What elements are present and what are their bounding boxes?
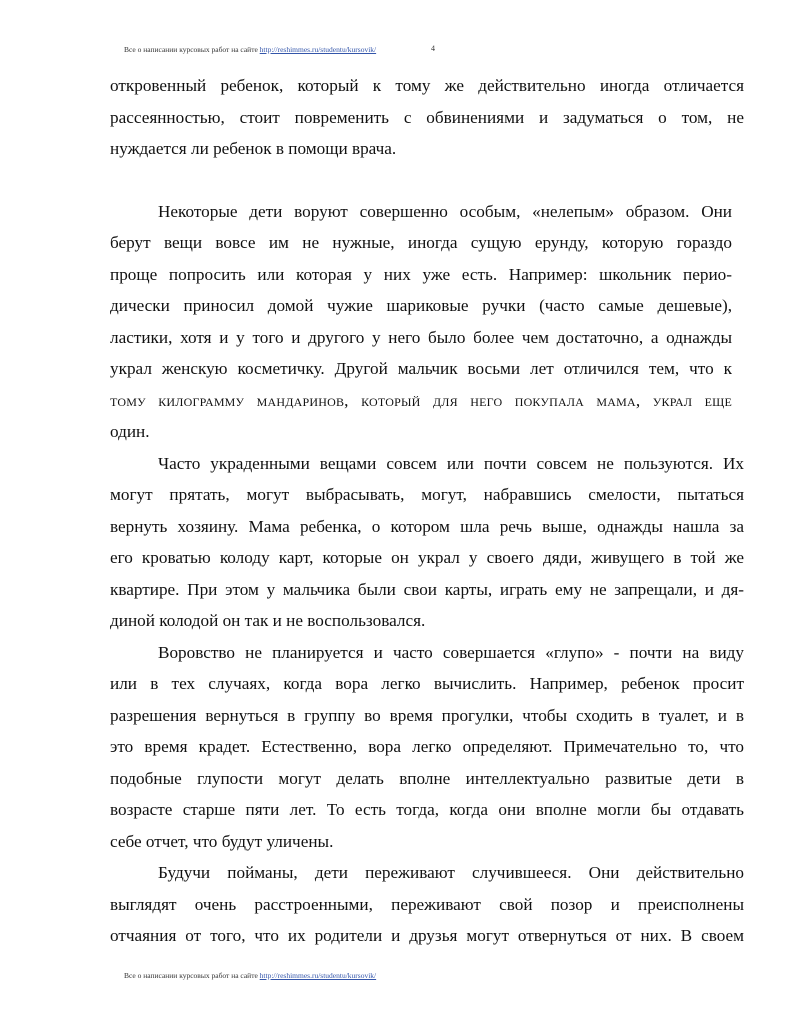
header-text: Все о написании курсовых работ на сайте bbox=[124, 45, 258, 54]
paragraph-gap bbox=[110, 165, 744, 196]
text-line: отчаяния от того, что их родители и друзья могут отвернуться от них. В своем bbox=[110, 926, 744, 945]
paragraph-1 bbox=[110, 70, 744, 165]
text-line: вернуть хозяину. Мама ребенка, о котором шла речь выше, однажды нашла за bbox=[110, 516, 744, 536]
text-line: дически приносил домой чужие шариковые ручки (часто самые дешевые), bbox=[110, 296, 732, 315]
text-line: нуждается ли ребенок в помощи врача. bbox=[110, 139, 397, 158]
text-line: тому килограмму мандаринов, который для него покупала мама, украл еще bbox=[110, 390, 732, 410]
text-line: Часто украденными вещами совсем или почти совсем не пользуются. Их bbox=[158, 453, 744, 473]
text-line: разрешения вернуться в группу во время прогулки, чтобы сходить в туалет, и в bbox=[110, 705, 744, 725]
text-line: рассеянностью, стоит повременить с обвинениями и задуматься о том, не bbox=[110, 107, 744, 127]
text-line: проще попросить или которая у них уже есть. Например: школьник перио- bbox=[110, 264, 732, 284]
text-line: Некоторые дети воруют совершенно особым, «нелепым» образом. Они bbox=[158, 201, 732, 221]
text-line: это время крадет. Естественно, вора легко определяют. Примечательно то, что bbox=[110, 737, 744, 756]
text-line: квартире. При этом у мальчика были свои карты, играть ему не запрещали, и дя- bbox=[110, 579, 744, 599]
text-line: один. bbox=[110, 422, 150, 441]
paragraph-3 bbox=[110, 448, 744, 637]
text-line: себе отчет, что будут уличены. bbox=[110, 831, 334, 851]
text-line: диной колодой он так и не воспользовался. bbox=[110, 611, 426, 630]
header-link[interactable]: http://reshimmes.ru/studentu/kursovik/ bbox=[259, 45, 377, 54]
footer-link[interactable]: http://reshimmes.ru/studentu/kursovik/ bbox=[259, 971, 377, 980]
page-number: 4 bbox=[431, 44, 435, 53]
paragraph-4 bbox=[110, 637, 744, 858]
paragraph-5 bbox=[110, 857, 744, 952]
footer-text: Все о написании курсовых работ на сайте bbox=[124, 971, 258, 980]
text-line: возрасте старше пяти лет. То есть тогда, когда они вполне могли бы отдавать bbox=[110, 800, 744, 819]
page-footer bbox=[124, 971, 376, 980]
text-line: его кроватью колоду карт, которые он украл у своего дяди, живущего в той же bbox=[110, 548, 744, 567]
text-line: берут вещи вовсе им не нужные, иногда сущую ерунду, которую гораздо bbox=[110, 233, 732, 252]
text-line: или в тех случаях, когда вора легко вычислить. Например, ребенок просит bbox=[110, 674, 744, 693]
text-line: украл женскую косметичку. Другой мальчик восьми лет отличился тем, что к bbox=[110, 359, 732, 378]
text-line: могут прятать, могут выбрасывать, могут, набравшись смелости, пытаться bbox=[110, 485, 744, 504]
text-line: Будучи пойманы, дети переживают случившееся. Они действительно bbox=[158, 863, 744, 882]
page-header bbox=[124, 45, 376, 54]
text-line: выглядят очень расстроенными, переживают свой позор и преисполнены bbox=[110, 894, 744, 914]
text-line: ластики, хотя и у того и другого у него было более чем достаточно, а однажды bbox=[110, 327, 732, 347]
text-line: откровенный ребенок, который к тому же действительно иногда отличается bbox=[110, 76, 744, 95]
text-line: Воровство не планируется и часто совершается «глупо» - почти на виду bbox=[158, 642, 744, 662]
paragraph-2 bbox=[110, 196, 744, 448]
text-line: подобные глупости могут делать вполне интеллектуально развитые дети в bbox=[110, 768, 744, 788]
body-text bbox=[110, 70, 744, 952]
